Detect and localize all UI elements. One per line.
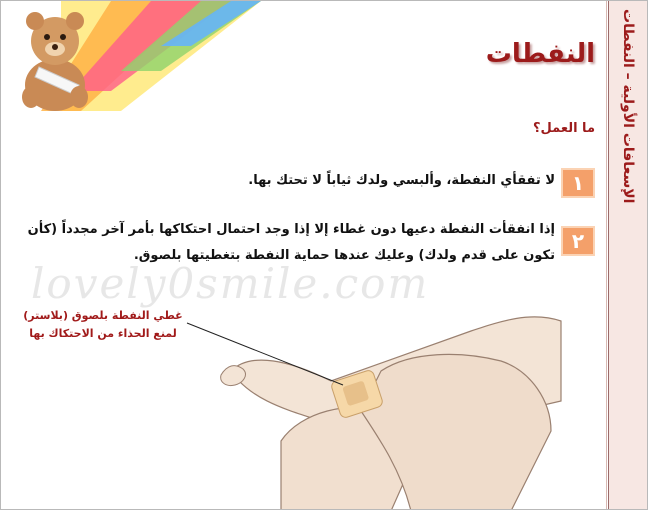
callout-line: لمنع الحذاء من الاحتكاك بها [29,327,177,340]
foot-bandage-illustration [211,291,571,510]
watermark: lovely0smile.com [31,259,430,308]
step-number-badge: ٢ [561,226,595,256]
step-number-badge: ١ [561,168,595,198]
side-label: الإسعافات الأولية – النفطات [620,9,636,204]
callout-line: غطي النفطة بلصوق (بلاستر) [23,309,183,322]
step-text: لا تفقأي النفطة، وألبسي ولدك ثياباً لا تحتك بها. [248,173,555,188]
side-bar [608,1,647,510]
teddy-bear-image [9,5,101,113]
section-heading: ما العمل؟ [533,121,595,136]
step-text: إذا انفقأت النفطة دعيها دون غطاء إلا إذا وجد احتمال احتكاكها بأمر آخر مجدداً (كأن تكون على قدم ولدك) وعليك عندها حماية النفطة بتغطيتها بلصوق. [27,222,555,263]
page-title: النفطات [485,39,595,69]
side-divider [606,1,607,510]
callout-caption [19,307,187,343]
